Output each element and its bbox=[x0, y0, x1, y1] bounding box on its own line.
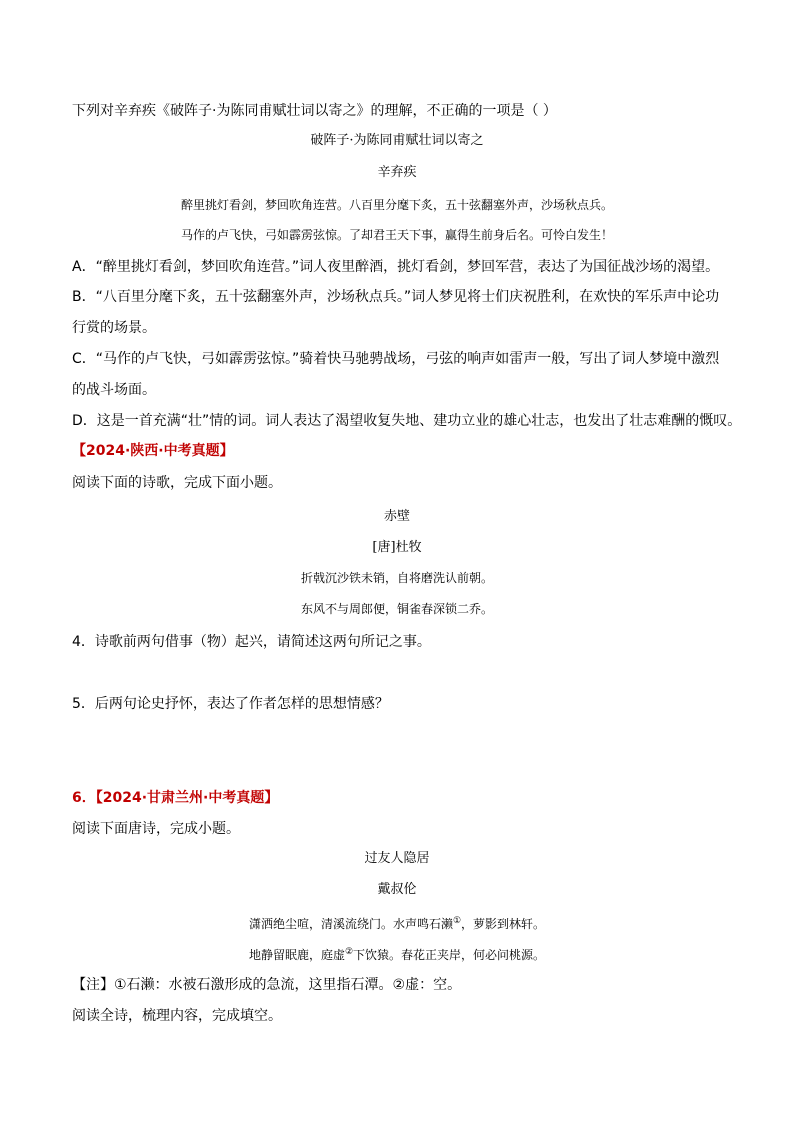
poem3-line2-b: 下饮猿。春花正夹岸，何必问桃源。 bbox=[353, 948, 546, 962]
footnote-marker-1: ① bbox=[452, 916, 462, 926]
poem2-author: [唐]杜牧 bbox=[372, 540, 422, 555]
task-instruction: 阅读全诗，梳理内容，完成填空。 bbox=[72, 1008, 282, 1024]
option-c-cont: 的战斗场面。 bbox=[72, 382, 156, 398]
section3-heading bbox=[72, 788, 278, 808]
question-5: 5．后两句论史抒怀，表达了作者怎样的思想情感？ bbox=[72, 696, 389, 712]
poem2-line2: 东风不与周郎便，铜雀春深锁二乔。 bbox=[300, 602, 493, 616]
poem2-title: 赤壁 bbox=[383, 509, 410, 524]
section3-source: 【2024·甘肃兰州·中考真题】 bbox=[95, 790, 279, 806]
poem3-line2-a: 地静留眠鹿，庭虚 bbox=[248, 948, 345, 962]
option-b-cont: 行赏的场景。 bbox=[72, 320, 156, 336]
poem3-line1-b: ，萝影到林轩。 bbox=[461, 917, 546, 931]
option-c: C．“马作的卢飞快，弓如霹雳弦惊。”骑着快马驰骋战场，弓弦的响声如雷声一般，写出了词人梦境中激烈 bbox=[72, 351, 720, 367]
poem1-line1: 醉里挑灯看剑，梦回吹角连营。八百里分麾下炙，五十弦翻塞外声，沙场秋点兵。 bbox=[180, 198, 613, 212]
poem3-line1 bbox=[0, 912, 794, 933]
poem1-author: 辛弃疾 bbox=[377, 165, 417, 180]
question-4: 4．诗歌前两句借事（物）起兴，请简述这两句所记之事。 bbox=[72, 634, 431, 650]
option-a: A．“醉里挑灯看剑，梦回吹角连营。”词人夜里醉酒，挑灯看剑，梦回军营，表达了为国征战沙场的渴望。 bbox=[72, 259, 720, 275]
option-b: B．“八百里分麾下炙，五十弦翻塞外声，沙场秋点兵。”词人梦见将士们庆祝胜利，在欢快的军乐声中论功 bbox=[72, 289, 720, 305]
section3-instruction: 阅读下面唐诗，完成小题。 bbox=[72, 821, 240, 837]
poem3-author: 戴叔伦 bbox=[377, 882, 417, 897]
poem3-line2 bbox=[0, 943, 794, 964]
poem2-line1: 折戟沉沙铁未销，自将磨洗认前朝。 bbox=[300, 571, 493, 585]
section3-number: 6． bbox=[72, 790, 96, 806]
section2-instruction: 阅读下面的诗歌，完成下面小题。 bbox=[72, 475, 282, 491]
section2-source: 【2024·陕西·中考真题】 bbox=[72, 443, 234, 459]
annotation: 【注】①石濑：水被石激形成的急流，这里指石潭。②虚：空。 bbox=[72, 977, 462, 993]
poem3-line1-a: 潇洒绝尘喧，清溪流绕门。水声鸣石濑 bbox=[248, 917, 453, 931]
poem3-title: 过友人隐居 bbox=[364, 851, 430, 866]
footnote-marker-2: ② bbox=[344, 947, 354, 957]
poem1-line2: 马作的卢飞快，弓如霹雳弦惊。了却君王天下事，赢得生前身后名。可怜白发生！ bbox=[180, 228, 613, 242]
question-intro: 下列对辛弃疾《破阵子·为陈同甫赋壮词以寄之》的理解，不正确的一项是（ ） bbox=[72, 103, 557, 119]
option-d: D．这是一首充满“壮”情的词。词人表达了渴望收复失地、建功立业的雄心壮志，也发出了壮志难酬的慨叹。 bbox=[72, 413, 742, 429]
poem1-title: 破阵子·为陈同甫赋壮词以寄之 bbox=[310, 133, 484, 148]
